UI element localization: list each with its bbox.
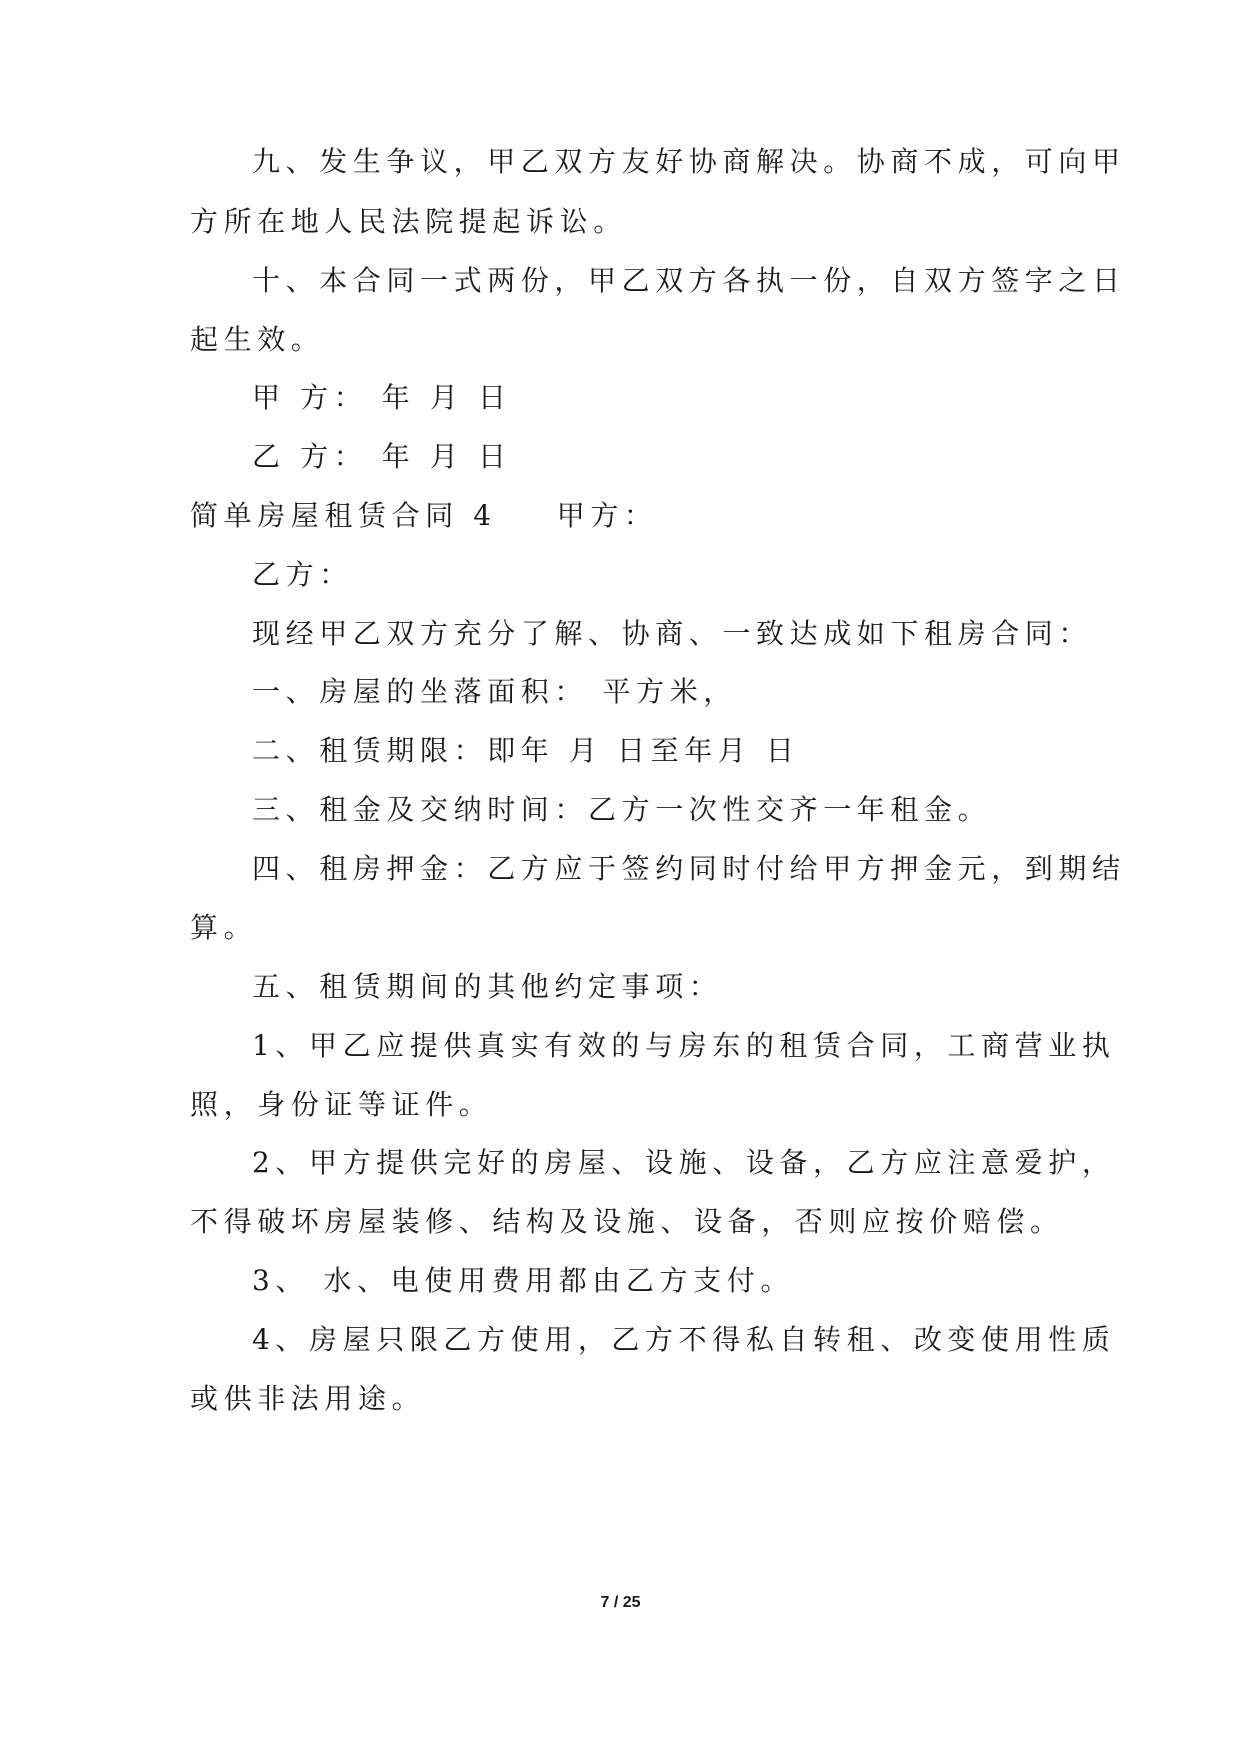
clause-four-line-1: 四、租房押金：乙方应于签约同时付给甲方押金元，到期结	[252, 852, 1126, 885]
signature-party-a: 甲 方： 年 月 日	[252, 381, 512, 414]
item-four-line-2: 或供非法用途。	[190, 1382, 426, 1415]
item-two-line-1: 2、甲方提供完好的房屋、设施、设备，乙方应注意爱护，	[252, 1146, 1116, 1179]
item-one-line-1: 1、甲乙应提供真实有效的与房东的租赁合同，工商营业执	[252, 1029, 1116, 1062]
clause-three: 三、租金及交纳时间：乙方一次性交齐一年租金。	[252, 793, 992, 826]
clause-nine-line-2: 方所在地人民法院提起诉讼。	[190, 205, 627, 238]
clause-ten-line-2: 起生效。	[190, 323, 325, 356]
contract-heading	[190, 496, 1070, 536]
contract-intro: 现经甲乙双方充分了解、协商、一致达成如下租房合同：	[252, 617, 1093, 650]
item-two-line-2: 不得破坏房屋装修、结构及设施、设备，否则应按价赔偿。	[190, 1205, 1064, 1238]
heading-party-a: 甲方：	[556, 499, 658, 532]
item-four-line-1: 4、房屋只限乙方使用，乙方不得私自转租、改变使用性质	[252, 1323, 1116, 1356]
clause-four-line-2: 算。	[190, 911, 258, 944]
item-one-line-2: 照，身份证等证件。	[190, 1088, 493, 1121]
signature-party-b: 乙 方： 年 月 日	[252, 440, 512, 473]
contract-title: 简单房屋租赁合同 4	[190, 499, 497, 532]
clause-nine-line-1: 九、发生争议，甲乙双方友好协商解决。协商不成，可向甲	[252, 145, 1126, 178]
clause-one: 一、房屋的坐落面积： 平方米，	[252, 675, 737, 708]
item-three: 3、 水、电使用费用都由乙方支付。	[252, 1264, 794, 1297]
clause-ten-line-1: 十、本合同一式两份，甲乙双方各执一份，自双方签字之日	[252, 264, 1126, 297]
clause-five: 五、租赁期间的其他约定事项：	[252, 970, 723, 1003]
clause-two: 二、租赁期限：即年 月 日至年月 日	[252, 734, 800, 767]
party-b-label: 乙方：	[252, 558, 353, 591]
page-number: 7 / 25	[600, 1594, 641, 1611]
